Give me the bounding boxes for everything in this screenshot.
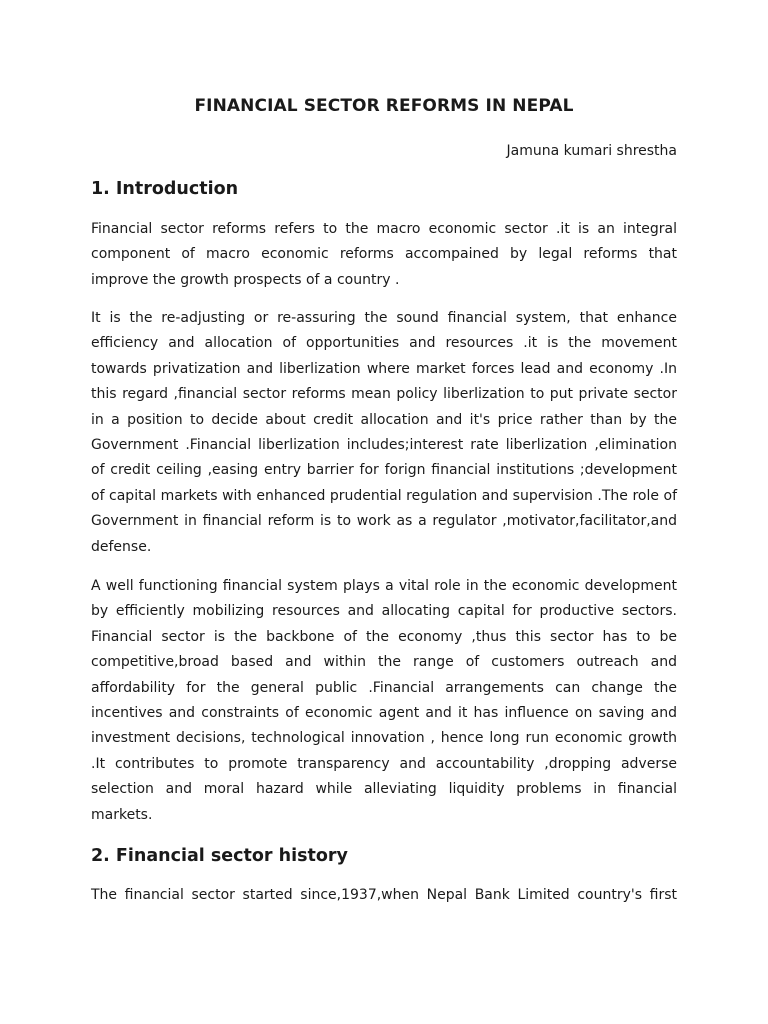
section-heading-history: 2. Financial sector history (91, 846, 348, 866)
paragraph-intro-1: Financial sector reforms refers to the macro economic sector .it is an integral component of macro economic reforms accompained by legal reforms that improve the growth prospects of a country . (91, 221, 677, 288)
author-name: Jamuna kumari shrestha (506, 143, 677, 159)
document-title: FINANCIAL SECTOR REFORMS IN NEPAL (194, 96, 574, 116)
paragraph-intro-3: A well functioning financial system plays a vital role in the economic development by efficiently mobilizing resources and allocating capital for productive sectors. Financial sector is the backbone of the economy ,thus this sector has to be competitive,broad based and within the range of customers outreach and affordability for the general public .Financial arrangements can change the incentives and constraints of economic agent and it has influence on saving and investment decisions, technological innovation , hence long run economic growth .It contributes to promote transparency and accountability ,dropping adverse selection and moral hazard while alleviating liquidity problems in financial markets. (91, 578, 677, 823)
paragraph-history-1: The financial sector started since,1937,when Nepal Bank Limited country's first (91, 887, 677, 903)
section-heading-introduction: 1. Introduction (91, 179, 239, 199)
paragraph-intro-2: It is the re-adjusting or re-assuring the sound financial system, that enhance efficiency and allocation of opportunities and resources .it is the movement towards privatization and liberlization where market forces lead and economy .In this regard ,financial sector reforms mean policy liberlization to put private sector in a position to decide about credit allocation and it's price rather than by the Government .Financial liberlization includes;interest rate liberlization ,elimination of credit ceiling ,easing entry barrier for forign financial institutions ;development of capital markets with enhanced prudential regulation and supervision .The role of Government in financial reform is to work as a regulator ,motivator,facilitator,and defense. (91, 310, 677, 555)
